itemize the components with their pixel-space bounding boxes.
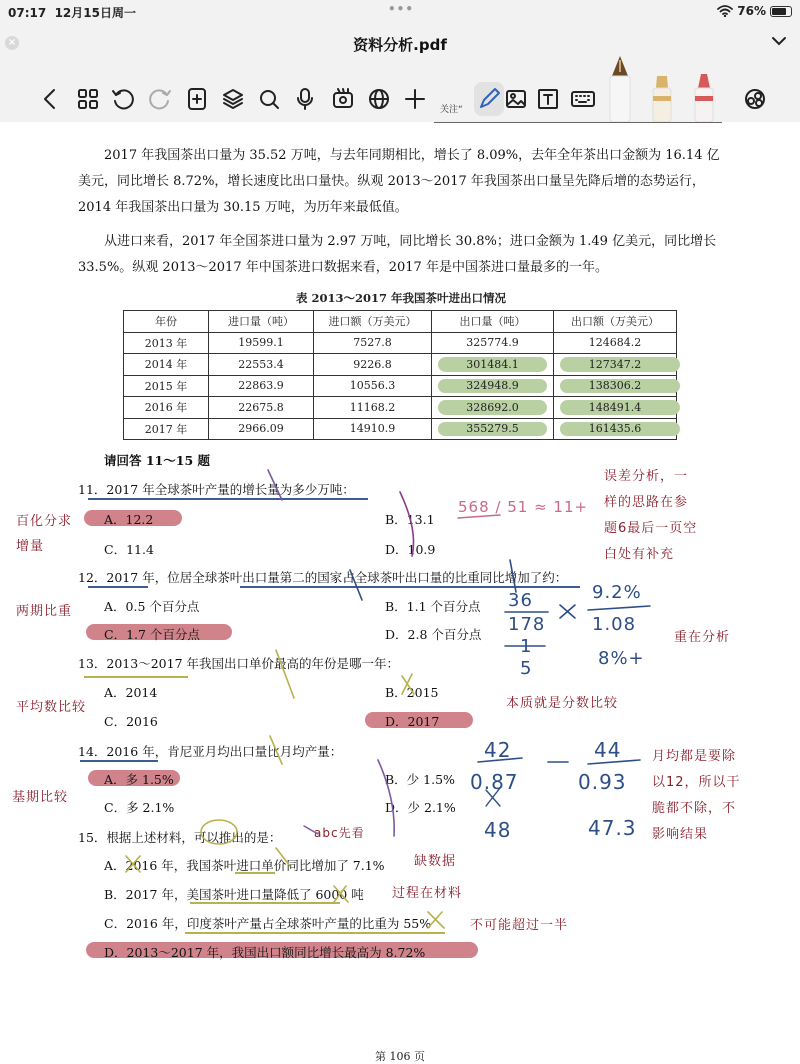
- note-q14-calc-6: 47.3: [588, 816, 637, 840]
- note-q13-essence: 本质就是分数比较: [506, 696, 619, 711]
- note-q12-type: 两期比重: [16, 604, 73, 619]
- note-q13-type: 平均数比较: [16, 700, 87, 715]
- underline: [88, 498, 368, 500]
- table-cell: 9226.8: [314, 354, 432, 376]
- table-row: [124, 354, 677, 376]
- table-header-cell: 年份: [124, 311, 209, 333]
- option-b[interactable]: B．2015: [385, 685, 439, 700]
- note-q11-type-2: 增量: [16, 539, 45, 554]
- table-row: [124, 375, 677, 397]
- table-cell: 148491.4: [554, 397, 677, 419]
- table-caption: 表 2013～2017 年我国茶叶进出口情况: [296, 291, 507, 305]
- table-cell: 301484.1: [432, 354, 554, 376]
- note-q12-calc-2: 178: [508, 614, 546, 635]
- option-c[interactable]: C．1.7 个百分点: [104, 627, 200, 642]
- note-q12-analysis: 重在分析: [674, 630, 731, 645]
- option-a[interactable]: A．多 1.5%: [104, 772, 174, 787]
- question-11-stem: 11．2017 年全球茶叶产量的增长量为多少万吨：: [78, 482, 355, 497]
- document-title[interactable]: 资料分析.pdf: [353, 36, 447, 54]
- trade-table: [123, 310, 677, 440]
- question-14-stem: 14．2016 年，肯尼亚月均出口量比月均产量：: [78, 744, 343, 759]
- table-cell: 2013 年: [124, 332, 209, 354]
- table-header-cell: 出口量（吨）: [432, 311, 554, 333]
- title-bar: [0, 28, 800, 58]
- option-c[interactable]: C．2016 年，印度茶叶产量占全球茶叶产量的比重为 55%: [104, 916, 432, 931]
- chevron-down-icon[interactable]: [768, 30, 790, 52]
- sticker-icon[interactable]: [330, 86, 356, 112]
- option-c[interactable]: C．11.4: [104, 542, 154, 557]
- marker-tool[interactable]: [690, 72, 718, 124]
- redo-icon[interactable]: [147, 86, 173, 112]
- underline: [88, 586, 148, 588]
- table-cell: 2017 年: [124, 418, 209, 440]
- table-cell: 161435.6: [554, 418, 677, 440]
- page-number: 第 106 页: [375, 1050, 425, 1063]
- table-header-cell: 出口额（万美元）: [554, 311, 677, 333]
- note-q14-explain: 月均都是要除 以12，所以干 脆都不除，不 影响结果: [652, 749, 741, 842]
- multitask-dots-icon[interactable]: •••: [388, 2, 415, 16]
- table-cell: 124684.2: [554, 332, 677, 354]
- option-c[interactable]: C．2016: [104, 714, 158, 729]
- paragraph-export: 2017 年我国茶出口量为 35.52 万吨，与去年同期相比，增长了 8.09%，去年全年茶出口金额为 16.14 亿美元，同比增长 8.72%，增长速度比出口量快。纵观 2013～2017 年我国茶出口量呈先降后增的态势运行，2014 年我国茶出口量为 30.15 万吨，为历年来最低值。: [78, 148, 720, 215]
- option-a[interactable]: A．2016 年，我国茶叶进口单价同比增加了 7.1%: [104, 858, 385, 873]
- plus-icon[interactable]: [402, 86, 428, 112]
- highlighter-tool[interactable]: [648, 74, 676, 124]
- undo-icon[interactable]: [110, 86, 136, 112]
- underline: [185, 932, 445, 934]
- option-d[interactable]: D．2017: [385, 714, 440, 729]
- palette-icon[interactable]: [742, 86, 768, 112]
- note-q12-calc-4: 5: [520, 658, 533, 679]
- option-d[interactable]: D．2.8 个百分点: [385, 627, 482, 642]
- search-icon[interactable]: [256, 86, 282, 112]
- keyboard-icon[interactable]: [570, 86, 596, 112]
- status-bar: [0, 0, 800, 24]
- note-q14-type: 基期比较: [12, 790, 69, 805]
- option-a[interactable]: A．12.2: [104, 512, 154, 527]
- note-q14-calc-3: 48: [484, 818, 512, 842]
- table-cell: 11168.2: [314, 397, 432, 419]
- option-b[interactable]: B．13.1: [385, 512, 435, 527]
- table-header-row: [124, 311, 677, 333]
- back-icon[interactable]: [38, 86, 64, 112]
- underline: [84, 676, 188, 678]
- table-cell: 2015 年: [124, 375, 209, 397]
- option-a[interactable]: A．0.5 个百分点: [104, 599, 200, 614]
- battery-percent: 76%: [737, 4, 766, 18]
- paragraph-import: 从进口来看，2017 年全国茶进口量为 2.97 万吨，同比增长 30.8%；进口金额为 1.49 亿美元，同比增长 33.5%。纵观 2013～2017 年中国茶进口数据来看，2017 年是中国茶进口量最多的一年。: [78, 234, 717, 275]
- table-cell: 14910.9: [314, 418, 432, 440]
- add-page-icon[interactable]: [184, 86, 210, 112]
- table-row: [124, 397, 677, 419]
- fountain-pen-tool[interactable]: [606, 54, 634, 124]
- table-cell: 138306.2: [554, 375, 677, 397]
- table-cell: 324948.9: [432, 375, 554, 397]
- option-d[interactable]: D．2013～2017 年，我国出口额同比增长最高为 8.72%: [104, 945, 426, 960]
- option-d[interactable]: D．10.9: [385, 542, 436, 557]
- close-icon[interactable]: ×: [5, 36, 19, 50]
- note-q12-calc-1: 36: [508, 590, 533, 611]
- note-q15-not-half: 不可能超过一半: [470, 918, 569, 933]
- status-right: [717, 4, 792, 18]
- note-q11-calc: 568 / 51 ≈ 11+: [458, 498, 589, 516]
- underline: [240, 586, 580, 588]
- image-icon[interactable]: [503, 86, 529, 112]
- text-box-icon[interactable]: [535, 86, 561, 112]
- option-c[interactable]: C．多 2.1%: [104, 800, 175, 815]
- note-q14-calc-4: 44: [594, 738, 622, 762]
- questions-intro: 请回答 11～15 题: [104, 453, 210, 468]
- note-error-analysis: 误差分析，一 样的思路在参 题6最后一页空 白处有补充: [604, 469, 698, 562]
- table-cell: 2014 年: [124, 354, 209, 376]
- battery-icon: [770, 6, 792, 17]
- globe-icon[interactable]: [366, 86, 392, 112]
- option-d[interactable]: D．少 2.1%: [385, 800, 456, 815]
- table-cell: 355279.5: [432, 418, 554, 440]
- note-q12-calc-6: 1.08: [592, 614, 637, 635]
- page-header-snippet: 关注“: [440, 105, 463, 115]
- table-cell: 22553.4: [209, 354, 314, 376]
- layers-icon[interactable]: [220, 86, 246, 112]
- table-cell: 328692.0: [432, 397, 554, 419]
- pen-icon[interactable]: [474, 82, 504, 116]
- table-header-cell: 进口量（吨）: [209, 311, 314, 333]
- question-13-stem: 13．2013～2017 年我国出口单价最高的年份是哪一年：: [78, 656, 400, 671]
- note-q11-type-1: 百化分求: [16, 514, 73, 529]
- status-time: 07:17 12月15日周一: [8, 6, 136, 20]
- option-b[interactable]: B．1.1 个百分点: [385, 599, 481, 614]
- table-cell: 10556.3: [314, 375, 432, 397]
- note-q14-calc-5: 0.93: [578, 770, 627, 794]
- toolbar: [0, 70, 800, 126]
- note-q12-calc-7: 8%+: [598, 648, 645, 669]
- table-header-cell: 进口额（万美元）: [314, 311, 432, 333]
- note-q15-process: 过程在材料: [392, 886, 463, 901]
- table-cell: 19599.1: [209, 332, 314, 354]
- note-q12-calc-5: 9.2%: [592, 582, 642, 603]
- question-12-stem: 12．2017 年，位居全球茶叶出口量第二的国家占全球茶叶出口量的比重同比增加了约：: [78, 570, 568, 585]
- header-rule: [434, 122, 722, 123]
- wifi-icon: [717, 5, 733, 17]
- table-cell: 2016 年: [124, 397, 209, 419]
- option-a[interactable]: A．2014: [104, 685, 158, 700]
- note-q12-calc-3: 1: [520, 636, 533, 657]
- table-cell: 2966.09: [209, 418, 314, 440]
- question-15-stem: 15．根据上述材料，可以推出的是：: [78, 830, 282, 845]
- option-b[interactable]: B．2017 年，美国茶叶进口量降低了 6000 吨: [104, 887, 364, 902]
- table-cell: 7527.8: [314, 332, 432, 354]
- grid-icon[interactable]: [75, 86, 101, 112]
- note-q15-abc-first: abc先看: [314, 826, 365, 840]
- option-b[interactable]: B．少 1.5%: [385, 772, 455, 787]
- table-cell: 127347.2: [554, 354, 677, 376]
- mic-icon[interactable]: [292, 86, 318, 112]
- note-q14-calc-2: 0.87: [470, 770, 519, 794]
- table-cell: 325774.9: [432, 332, 554, 354]
- table-row: [124, 332, 677, 354]
- underline: [80, 760, 158, 762]
- table-row: [124, 418, 677, 440]
- note-q14-calc-1: 42: [484, 738, 512, 762]
- table-cell: 22863.9: [209, 375, 314, 397]
- note-q15-missing-data: 缺数据: [414, 854, 457, 869]
- table-cell: 22675.8: [209, 397, 314, 419]
